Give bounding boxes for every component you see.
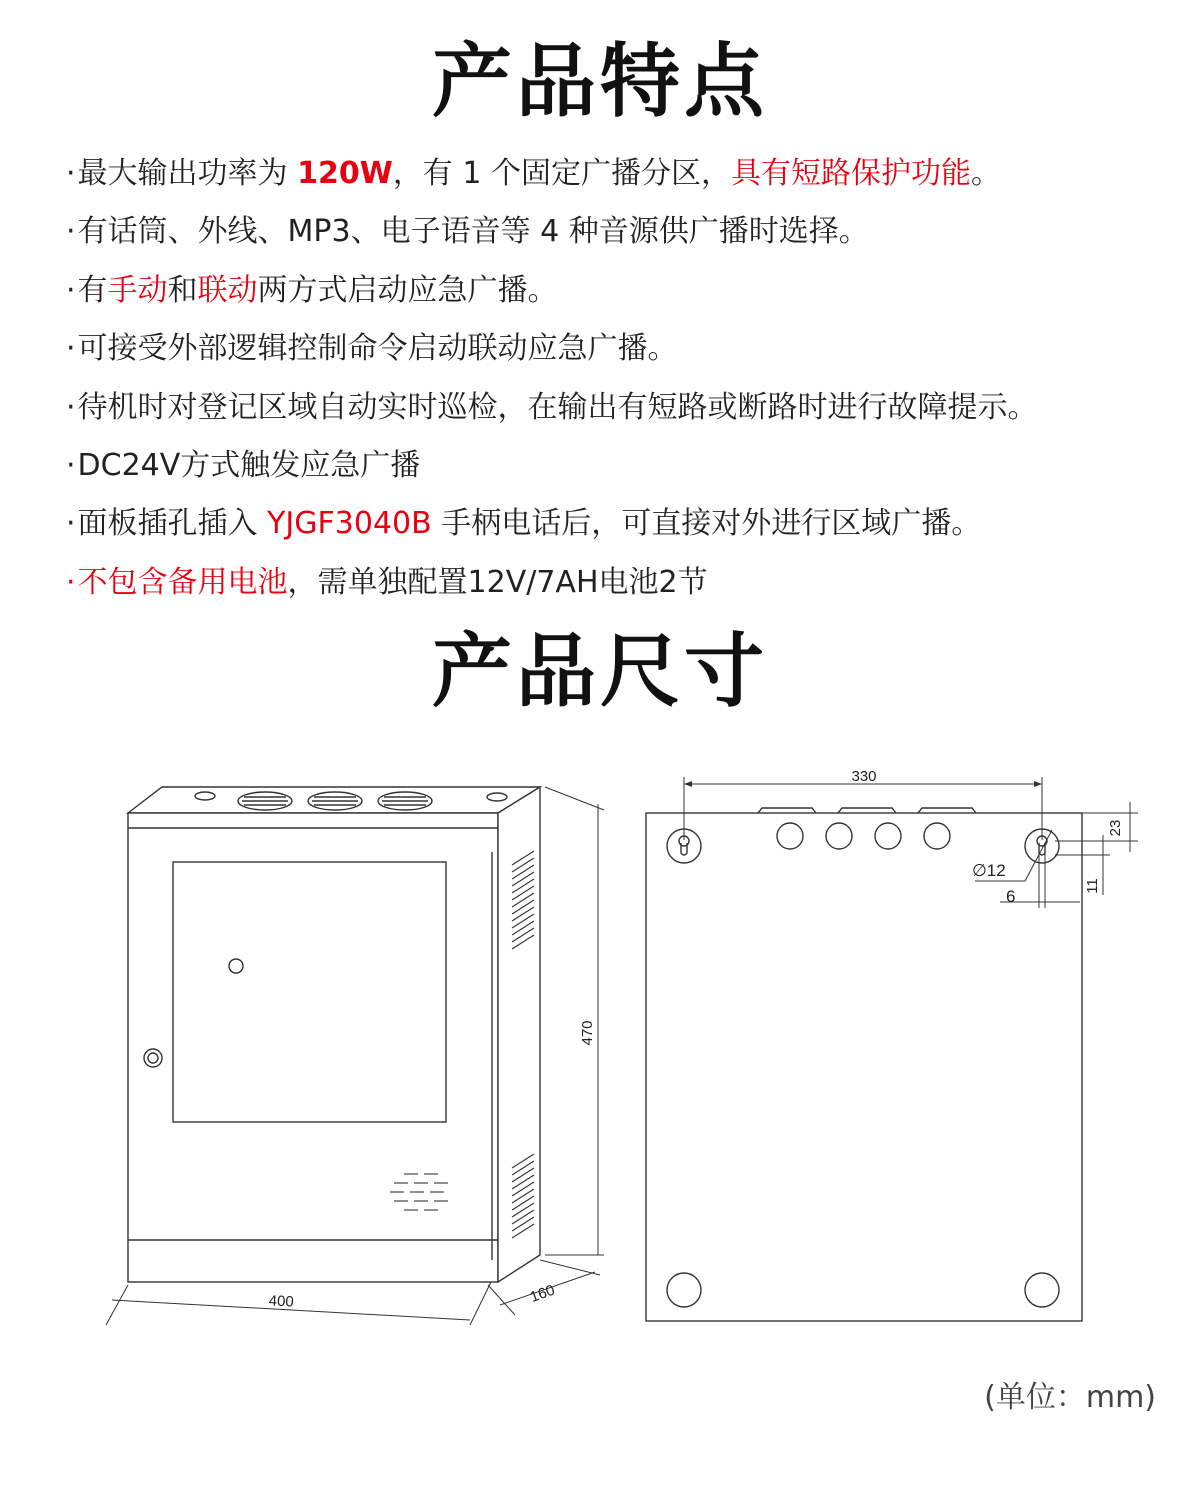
dim-slot-width-label: 6 <box>1006 887 1016 906</box>
feature-list <box>66 150 1186 617</box>
dim-hole-spacing-label: 330 <box>851 768 877 785</box>
feature-item <box>66 559 1186 617</box>
feature-text: 和 <box>167 272 198 308</box>
bullet-dot: · <box>66 447 76 483</box>
bullet-dot: · <box>66 564 76 600</box>
unit-note: (单位：mm) <box>984 1380 1156 1415</box>
features-title: 产品特点 <box>432 35 768 128</box>
feature-text: 可接受外部逻辑控制命令启动联动应急广播。 <box>77 331 678 367</box>
feature-text: 手柄电话后，可直接对外进行区域广播。 <box>431 506 982 542</box>
bullet-dot: · <box>66 506 76 542</box>
dim-hole-offset-label: 23 <box>1107 819 1124 837</box>
feature-text: ，需单独配置12V/7AH电池2节 <box>287 564 708 600</box>
feature-text: 面板插孔插入 <box>77 506 268 542</box>
feature-text: DC24V方式触发应急广播 <box>77 447 421 483</box>
feature-item <box>66 208 1186 266</box>
dimensions-title: 产品尺寸 <box>432 625 768 718</box>
bullet-dot: · <box>66 156 76 191</box>
feature-text: 最大输出功率为 <box>77 156 298 191</box>
feature-text: 待机时对登记区域自动实时巡检，在输出有短路或断路时进行故障提示。 <box>77 389 1038 425</box>
dimension-drawing <box>0 740 1200 1360</box>
feature-text: ，有 1 个固定广播分区， <box>392 156 731 191</box>
feature-highlight: 120W <box>297 156 393 191</box>
feature-highlight: YJGF3040B <box>267 506 432 542</box>
feature-text: 两方式启动应急广播。 <box>257 272 558 308</box>
feature-item <box>66 267 1186 325</box>
feature-item <box>66 384 1186 442</box>
dim-slot-length-label: 11 <box>1084 878 1101 894</box>
dim-hole-diameter-label: ∅12 <box>972 861 1006 880</box>
bullet-dot: · <box>66 331 76 367</box>
feature-highlight: 具有短路保护功能 <box>730 156 971 191</box>
feature-text: 。 <box>970 156 1001 191</box>
dim-height-label: 470 <box>579 1020 596 1046</box>
feature-item <box>66 500 1186 558</box>
bullet-dot: · <box>66 389 76 425</box>
bullet-dot: · <box>66 272 76 308</box>
feature-item <box>66 442 1186 500</box>
feature-text: 有话筒、外线、MP3、电子语音等 4 种音源供广播时选择。 <box>77 214 869 250</box>
feature-highlight: 手动 <box>107 272 168 308</box>
dim-depth-label: 160 <box>527 1281 558 1307</box>
feature-item <box>66 150 1186 208</box>
feature-text: 有 <box>77 272 108 308</box>
feature-item <box>66 325 1186 383</box>
cabinet-3d-view <box>106 787 604 1325</box>
back-plate-view <box>646 777 1138 1321</box>
bullet-dot: · <box>66 214 76 250</box>
feature-highlight: 联动 <box>197 272 258 308</box>
dim-width-label: 400 <box>268 1292 295 1311</box>
feature-highlight: 不包含备用电池 <box>77 564 288 600</box>
